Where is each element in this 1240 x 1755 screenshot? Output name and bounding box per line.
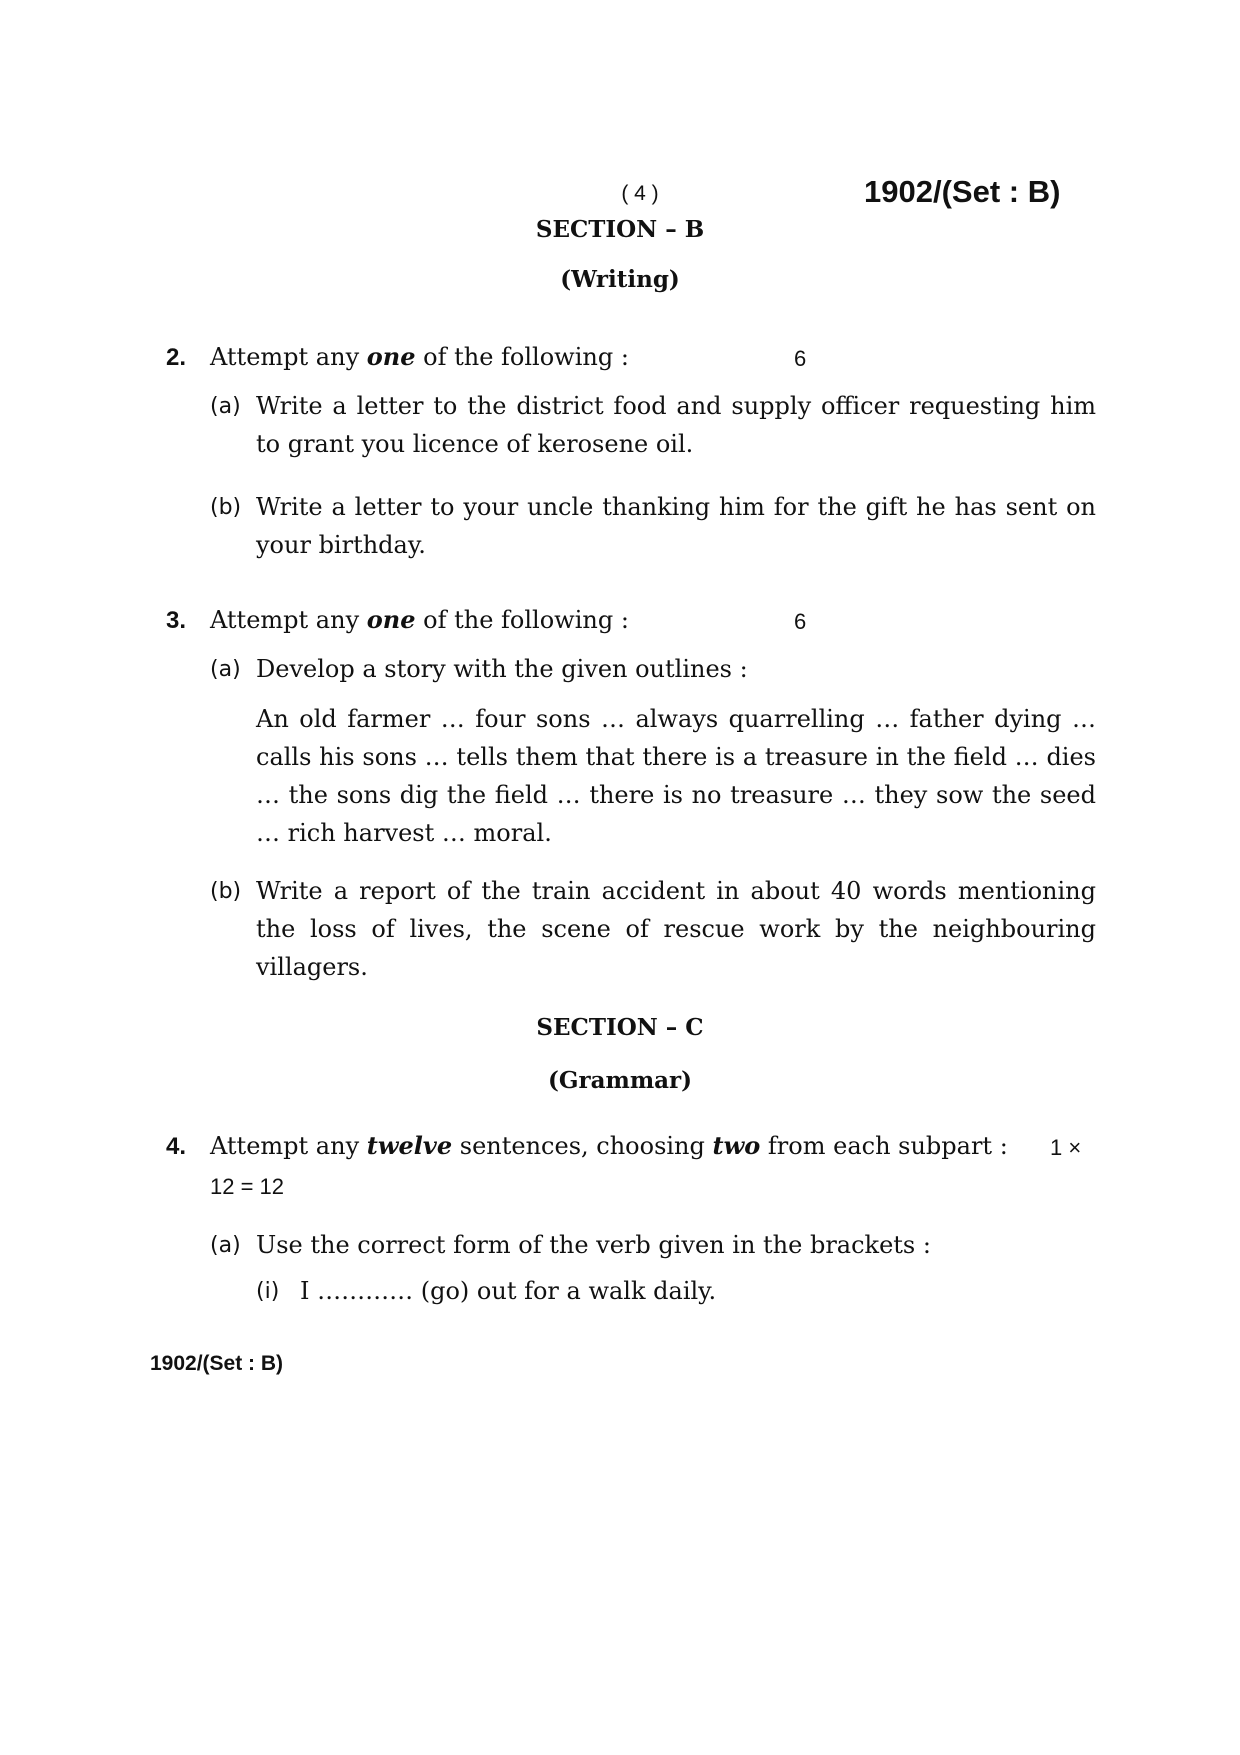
q3-b-label: (b) [210,879,242,904]
q4-prefix: Attempt any [210,1132,360,1160]
q2-suffix: of the following : [423,343,629,371]
q3-a-text: Develop a story with the given outlines : [256,655,748,683]
q4-i-text: I ………… (go) out for a walk daily. [300,1277,717,1305]
q4-emphasis-twelve: twelve [366,1131,453,1160]
q4-middle: sentences, choosing [459,1132,705,1160]
q3-number: 3. [166,607,187,634]
section-c-subtitle: (Grammar) [547,1067,693,1094]
section-b-subtitle: (Writing) [560,266,680,293]
q2-instruction [210,342,629,371]
q4-instruction [210,1131,1008,1160]
q2-number: 2. [166,344,187,371]
section-c-title: SECTION – C [536,1014,704,1041]
q2-a-text: Write a letter to the district food and supply officer requesting him to grant you licence of kerosene oil. [256,392,1096,458]
q3-b-text: Write a report of the train accident in about 40 words mentioning the loss of lives, the scene of rescue work by the neighbouring villagers. [256,877,1096,981]
q4-number: 4. [166,1133,187,1160]
q3-a-outline: An old farmer … four sons … always quarrelling … father dying … calls his sons … tells them that there is a treasure in the field … dies … the sons dig the field … there is no treasure … they sow the seed … rich harvest … moral. [256,705,1096,847]
page-number: ( 4 ) [621,182,659,205]
q2-b-label: (b) [210,495,242,520]
q4-a-label: (a) [210,1233,241,1258]
section-b-title: SECTION – B [535,216,705,243]
q4-marks-part1: 1 × [1050,1135,1082,1160]
q4-i-label: (i) [256,1279,280,1304]
q3-emphasis: one [366,605,416,634]
q4-suffix: from each subpart : [767,1132,1008,1160]
q3-prefix: Attempt any [210,606,360,634]
q3-marks: 6 [794,609,807,634]
q2-a-label: (a) [210,394,241,419]
q4-marks-part2: 12 = 12 [210,1174,285,1199]
q2-marks: 6 [794,346,807,371]
q4-a-text: Use the correct form of the verb given in the brackets : [256,1231,931,1259]
q3-suffix: of the following : [423,606,629,634]
paper-code-footer: 1902/(Set : B) [150,1352,284,1375]
q2-b-text: Write a letter to your uncle thanking him for the gift he has sent on your birthday. [256,493,1096,559]
q2-emphasis: one [366,342,416,371]
q3-a-label: (a) [210,657,241,682]
q4-emphasis-two: two [712,1131,761,1160]
paper-code-header: 1902/(Set : B) [864,174,1061,209]
q2-prefix: Attempt any [210,343,360,371]
q3-instruction [210,605,629,634]
